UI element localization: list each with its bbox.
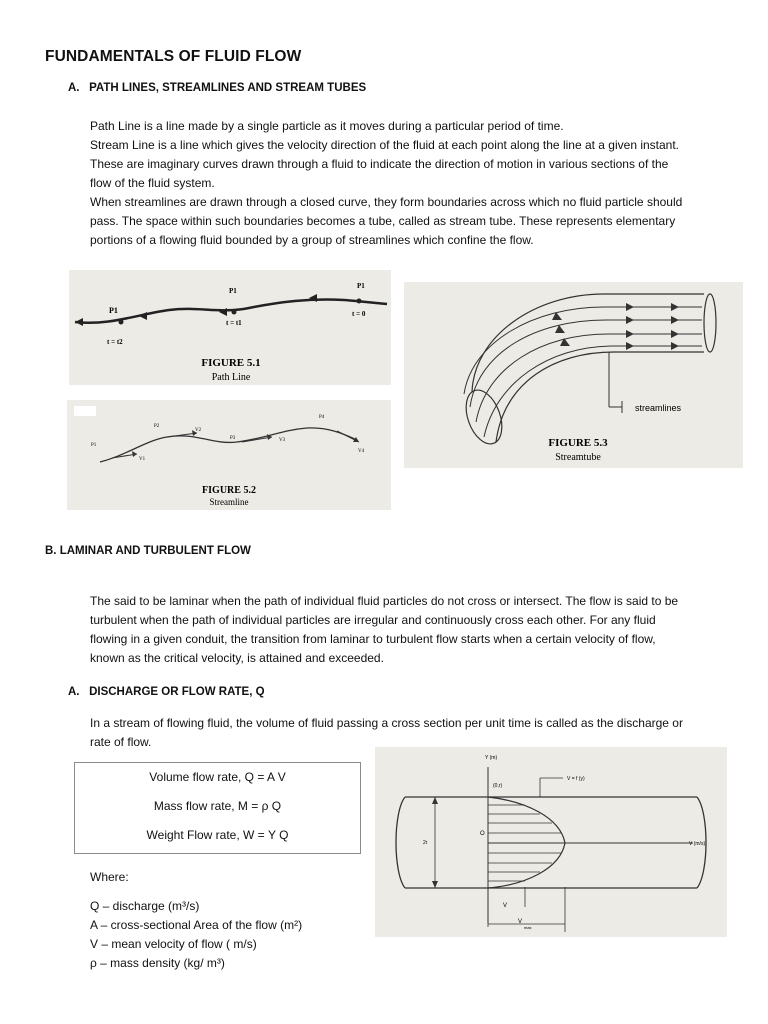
figure-5-2-name: Streamline xyxy=(209,497,249,507)
section-a-line: flow of the fluid system. xyxy=(90,176,215,190)
streamline-arrow-icon xyxy=(626,316,634,324)
label-o: O xyxy=(480,831,485,837)
section-b-heading: B. LAMINAR AND TURBULENT FLOW xyxy=(45,545,251,557)
dimension-arrow-icon xyxy=(432,797,438,804)
figure-5-3-number: FIGURE 5.3 xyxy=(548,437,608,449)
list-item: V – mean velocity of flow ( m/s) xyxy=(90,937,257,951)
page-title: FUNDAMENTALS OF FLUID FLOW xyxy=(45,48,302,65)
label-p1: P1 xyxy=(91,443,97,448)
section-b-paragraph xyxy=(90,592,678,668)
figure-5-1-number: FIGURE 5.1 xyxy=(201,357,261,369)
section-a-line: These are imaginary curves drawn through a fluid to indicate the direction of motion in various sections of the xyxy=(90,157,669,171)
label-2r: 2r xyxy=(423,840,428,846)
figure-path-line xyxy=(69,270,391,385)
label-v2: V2 xyxy=(195,428,202,433)
streamline-arrow-icon xyxy=(626,342,634,350)
label-p4: P4 xyxy=(319,415,325,420)
path-arrow-icon xyxy=(139,312,147,320)
section-a-line: Path Line is a line made by a single particle as it moves during a particular period of time. xyxy=(90,119,564,133)
label-p1-left: P1 xyxy=(109,306,118,315)
white-patch xyxy=(74,406,96,416)
where-label: Where: xyxy=(90,870,129,884)
label-origin: (0,r) xyxy=(493,783,503,789)
tube-start-ellipse xyxy=(459,385,508,449)
where-list xyxy=(90,897,302,973)
label-p1-right: P1 xyxy=(357,282,365,290)
section-a-line: portions of a flowing fluid bounded by a group of streamlines which confine the flow. xyxy=(90,233,534,247)
label-v3: V3 xyxy=(279,438,286,443)
section-b-line: known as the critical velocity, is attained and exceeded. xyxy=(90,651,384,665)
label-t-t2: t = t2 xyxy=(107,338,123,346)
formula-weight-flow: Weight Flow rate, W = Υ Q xyxy=(146,828,289,842)
label-vy: V = f (y) xyxy=(567,776,585,782)
formula-box xyxy=(74,762,361,854)
pipe-left-end xyxy=(396,797,405,888)
label-v1: V1 xyxy=(139,457,146,462)
particle-dot xyxy=(232,310,237,315)
figure-5-1-name: Path Line xyxy=(211,372,251,383)
list-item: A – cross-sectional Area of the flow (m²) xyxy=(90,918,303,932)
figure-5-3-name: Streamtube xyxy=(555,452,601,463)
section-a-line: pass. The space within such boundaries becomes a tube, called as stream tube. These represents elementary xyxy=(90,214,676,228)
section-a-heading: A. PATH LINES, STREAMLINES AND STREAM TUBES xyxy=(68,82,367,94)
label-t-0: t = 0 xyxy=(352,310,366,318)
section-c-line: rate of flow. xyxy=(90,735,152,749)
figure-velocity-profile xyxy=(375,747,727,937)
path-arrow-icon xyxy=(75,318,83,326)
list-item: ρ – mass density (kg/ m³) xyxy=(90,956,225,970)
label-vmax-sub: max xyxy=(524,925,532,930)
tube-end-ellipse xyxy=(704,294,716,352)
figure-streamline xyxy=(67,400,391,510)
vector-arrow-icon xyxy=(132,451,137,457)
section-b-line: flowing in a given conduit, the transition from laminar to turbulent flow starts when a certain velocity of flow, xyxy=(90,632,656,646)
formula-mass-flow: Mass flow rate, M = ρ Q xyxy=(153,799,282,813)
label-v-axis: V (m/s) xyxy=(689,841,706,847)
label-vmax: V xyxy=(518,919,523,925)
section-a-paragraph xyxy=(90,117,682,250)
label-streamlines: streamlines xyxy=(635,403,682,413)
streamline-arrow-icon xyxy=(671,342,679,350)
label-t-t1: t = t1 xyxy=(226,319,242,327)
section-a-line: When streamlines are drawn through a closed curve, they form boundaries across which no fluid particle should xyxy=(90,195,683,209)
label-p2: P2 xyxy=(154,424,160,429)
label-p1-mid: P1 xyxy=(229,287,237,295)
figure-streamtube xyxy=(404,282,743,468)
dimension-arrow-icon xyxy=(432,881,438,888)
section-b-line: turbulent when the path of individual particles are irregular and continuously cross each other. For any fluid xyxy=(90,613,656,627)
streamline-arrow-icon xyxy=(626,330,634,338)
tube-outer-top xyxy=(472,294,704,392)
streamline-arrow-icon xyxy=(671,316,679,324)
label-v: V xyxy=(503,903,508,909)
section-c-heading: A. DISCHARGE OR FLOW RATE, Q xyxy=(68,686,265,698)
list-item: Q – discharge (m³/s) xyxy=(90,899,200,913)
label-p3: P3 xyxy=(230,436,236,441)
particle-dot xyxy=(357,299,362,304)
formula-volume-flow: Volume flow rate, Q = A V xyxy=(149,770,286,784)
label-v4: V4 xyxy=(358,449,365,454)
particle-dot xyxy=(119,320,124,325)
streamline-arrow-icon xyxy=(626,303,634,311)
tube-inner-bottom xyxy=(496,352,704,442)
section-b-line: The said to be laminar when the path of individual fluid particles do not cross or intersect. The flow is said to be xyxy=(90,594,679,608)
streamline-arrow-icon xyxy=(671,330,679,338)
streamline-arrow-icon xyxy=(671,303,679,311)
figure-5-2-number: FIGURE 5.2 xyxy=(202,485,256,496)
label-y-axis: Y (m) xyxy=(485,755,498,761)
section-a-line: Stream Line is a line which gives the velocity direction of the fluid at each point along the line at a given instant. xyxy=(90,138,680,152)
streamline-arrow-icon xyxy=(555,325,565,333)
section-c-line: In a stream of flowing fluid, the volume of fluid passing a cross section per unit time is called as the discharge or xyxy=(90,716,683,730)
